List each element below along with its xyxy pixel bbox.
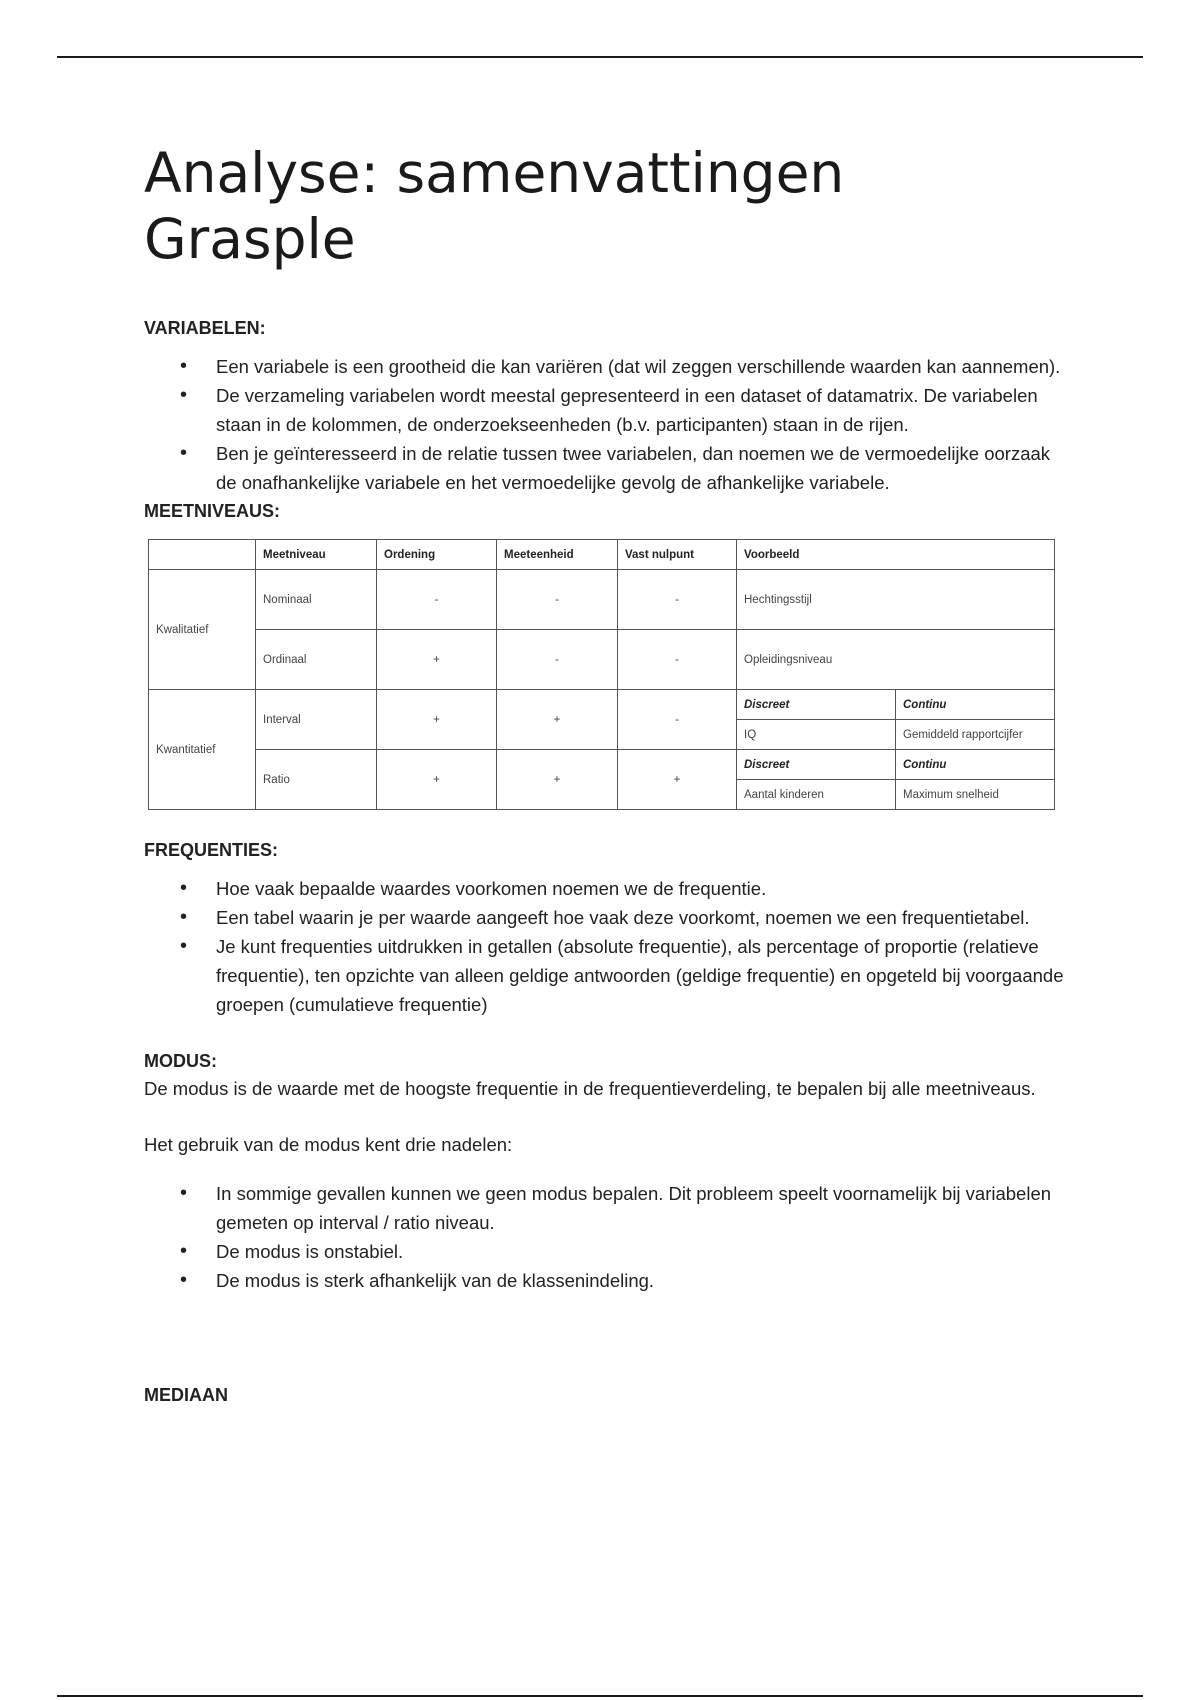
section-heading-frequenties: FREQUENTIES: xyxy=(144,840,279,860)
table-header-row xyxy=(149,540,1055,570)
section-heading-meetniveaus: MEETNIVEAUS: xyxy=(144,501,281,521)
meetniveaus-table xyxy=(148,539,1055,810)
list-item: • De verzameling variabelen wordt meestal gepresenteerd in een dataset of datamatrix. De variabelen staan in de kolommen, de onderzoekseenheden (b.v. participanten) staan in de rijen. xyxy=(216,381,1064,439)
sub-header-cell: Discreet xyxy=(737,690,896,720)
sub-table xyxy=(737,750,1054,809)
sub-cell: IQ xyxy=(737,720,896,750)
table-cell: + xyxy=(497,690,618,750)
table-cell: Ordinaal xyxy=(256,630,377,690)
table-row xyxy=(149,570,1055,630)
table-cell: - xyxy=(618,570,737,630)
top-rule xyxy=(57,56,1143,58)
list-item: • Je kunt frequenties uitdrukken in getallen (absolute frequentie), als percentage of proportie (relatieve frequentie), ten opzichte van alleen geldige antwoorden (geldige frequentie) en opgeteld bij voorgaande groepen (cumulatieve frequentie) xyxy=(216,932,1064,1019)
table-cell: + xyxy=(618,750,737,810)
modus-intro: Het gebruik van de modus kent drie nadelen: xyxy=(144,1134,513,1155)
table-cell: Nominaal xyxy=(256,570,377,630)
table-cell: Ratio xyxy=(256,750,377,810)
table-header-cell xyxy=(149,540,256,570)
table-cell: - xyxy=(618,630,737,690)
document-title: Analyse: samenvattingen Grasple xyxy=(144,141,845,271)
table-header-cell: Meeteenheid xyxy=(497,540,618,570)
table-cell-voorbeeld-split xyxy=(737,690,1055,750)
table-cell-voorbeeld-split xyxy=(737,750,1055,810)
list-item: • De modus is onstabiel. xyxy=(216,1237,1064,1266)
sub-header-cell: Discreet xyxy=(737,750,896,780)
list-item: • In sommige gevallen kunnen we geen modus bepalen. Dit probleem speelt voornamelijk bij variabelen gemeten op interval / ratio niveau. xyxy=(216,1179,1064,1237)
table-cell: - xyxy=(497,630,618,690)
table-header-cell: Voorbeeld xyxy=(737,540,1055,570)
table-group-cell: Kwalitatief xyxy=(149,570,256,690)
list-item: • Een tabel waarin je per waarde aangeeft hoe vaak deze voorkomt, noemen we een frequentietabel. xyxy=(216,903,1064,932)
table-row xyxy=(149,690,1055,750)
table-cell: + xyxy=(377,750,497,810)
variabelen-list xyxy=(144,352,1064,497)
table-header-cell: Ordening xyxy=(377,540,497,570)
section-heading-mediaan: MEDIAAN xyxy=(144,1385,228,1405)
table-cell: - xyxy=(377,570,497,630)
sub-cell: Aantal kinderen xyxy=(737,780,896,810)
table-row xyxy=(149,630,1055,690)
section-heading-modus: MODUS: xyxy=(144,1051,217,1071)
bottom-rule xyxy=(57,1695,1143,1697)
table-cell: + xyxy=(497,750,618,810)
list-item: • De modus is sterk afhankelijk van de klassenindeling. xyxy=(216,1266,1064,1295)
table-cell: Opleidingsniveau xyxy=(737,630,1055,690)
table-cell: - xyxy=(497,570,618,630)
section-heading-variabelen: VARIABELEN: xyxy=(144,318,266,338)
list-item: • Hoe vaak bepaalde waardes voorkomen noemen we de frequentie. xyxy=(216,874,1064,903)
modus-list xyxy=(144,1179,1064,1295)
table-cell: + xyxy=(377,630,497,690)
document-page xyxy=(144,140,1064,1409)
sub-cell: Maximum snelheid xyxy=(903,788,999,801)
table-cell: Hechtingsstijl xyxy=(737,570,1055,630)
list-item: • Een variabele is een grootheid die kan variëren (dat wil zeggen verschillende waarden kan aannemen). xyxy=(216,352,1064,381)
list-item: • Ben je geïnteresseerd in de relatie tussen twee variabelen, dan noemen we de vermoedelijke oorzaak de onafhankelijke variabele en het vermoedelijke gevolg de afhankelijke variabele. xyxy=(216,439,1064,497)
table-cell: + xyxy=(377,690,497,750)
table-cell: Interval xyxy=(256,690,377,750)
sub-header-cell: Continu xyxy=(896,750,1055,780)
table-row xyxy=(149,750,1055,810)
table-group-cell: Kwantitatief xyxy=(149,690,256,810)
sub-table xyxy=(737,690,1054,749)
modus-paragraph: De modus is de waarde met de hoogste frequentie in de frequentieverdeling, te bepalen bij alle meetniveaus. xyxy=(144,1078,1036,1099)
sub-cell: Gemiddeld rapportcijfer xyxy=(903,728,1023,741)
table-header-cell: Vast nulpunt xyxy=(618,540,737,570)
sub-header-cell: Continu xyxy=(896,690,1055,720)
table-cell: - xyxy=(618,690,737,750)
frequenties-list xyxy=(144,874,1064,1019)
table-header-cell: Meetniveau xyxy=(256,540,377,570)
